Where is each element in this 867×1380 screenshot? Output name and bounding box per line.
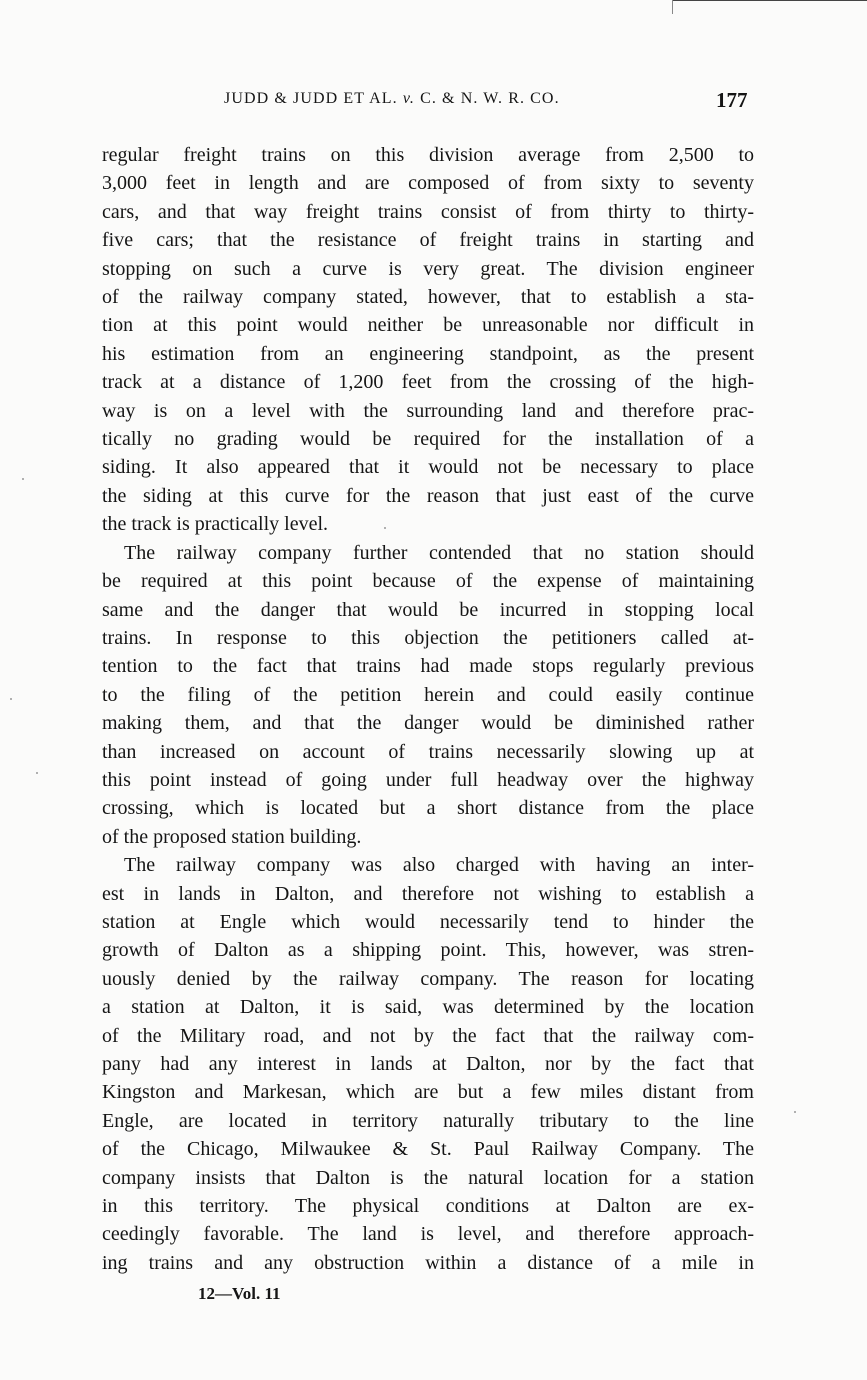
text-line: station at Engle which would necessarily tend to hinder the (102, 910, 754, 933)
text-line: ing trains and any obstruction within a distance of a mile in (102, 1251, 754, 1274)
paragraph-2 (102, 539, 754, 851)
text-line: of the Military road, and not by the fact that the railway com- (102, 1024, 754, 1047)
running-title-parties: JUDD & JUDD ET AL. (224, 90, 398, 107)
text-line: The railway company was also charged with having an inter- (124, 854, 754, 877)
text-line: in this territory. The physical conditions at Dalton are ex- (102, 1195, 754, 1218)
text-line: be required at this point because of the expense of maintaining (102, 570, 754, 593)
text-line: the track is practically level. (102, 513, 329, 536)
body-text (102, 141, 754, 1277)
text-line: stopping on such a curve is very great. The division engineer (102, 257, 754, 280)
paragraph-3 (102, 851, 754, 1277)
text-line: crossing, which is located but a short distance from the place (102, 797, 754, 820)
text-line: cars, and that way freight trains consist of from thirty to thirty- (102, 200, 754, 223)
text-line: uously denied by the railway company. The reason for locating (102, 967, 754, 990)
text-line: regular freight trains on this division average from 2,500 to (102, 144, 754, 166)
text-line: this point instead of going under full headway over the highway (102, 768, 754, 791)
text-line: pany had any interest in lands at Dalton, nor by the fact that (102, 1053, 754, 1075)
scan-speck (36, 772, 38, 774)
text-line: trains. In response to this objection the petitioners called at- (102, 626, 754, 649)
text-line: same and the danger that would be incurred in stopping local (102, 598, 754, 621)
running-head (0, 88, 867, 118)
text-line: his estimation from an engineering standpoint, as the present (102, 342, 754, 365)
text-line: than increased on account of trains necessarily slowing up at (102, 740, 754, 763)
text-line: tention to the fact that trains had made stops regularly previous (102, 655, 754, 678)
text-line: ceedingly favorable. The land is level, and therefore approach- (102, 1223, 754, 1246)
text-line: tically no grading would be required for the installation of a (102, 428, 754, 451)
text-line: Engle, are located in territory naturally tributary to the line (102, 1109, 754, 1132)
scan-speck (22, 478, 24, 480)
page-number: 177 (716, 88, 748, 112)
text-line: Kingston and Markesan, which are but a few miles distant from (102, 1081, 754, 1104)
text-line: track at a distance of 1,200 feet from the crossing of the high- (102, 371, 754, 394)
text-line: company insists that Dalton is the natural location for a station (102, 1166, 754, 1189)
text-line: tion at this point would neither be unreasonable nor difficult in (102, 314, 754, 337)
scan-speck (794, 1111, 796, 1113)
text-line: way is on a level with the surrounding land and therefore prac- (102, 399, 754, 422)
text-line: of the Chicago, Milwaukee & St. Paul Railway Company. The (102, 1138, 754, 1161)
text-line: siding. It also appeared that it would not be necessary to place (102, 456, 754, 479)
scan-speck (384, 527, 386, 529)
text-line: to the filing of the petition herein and could easily continue (102, 683, 754, 706)
signature-mark: 12—Vol. 11 (198, 1284, 281, 1303)
running-title-versus: v. (402, 90, 415, 107)
page-edge-tick (672, 0, 673, 14)
text-line: a station at Dalton, it is said, was determined by the location (102, 996, 754, 1019)
text-line: the siding at this curve for the reason that just east of the curve (102, 484, 754, 507)
text-line: making them, and that the danger would be diminished rather (102, 712, 754, 735)
text-line: 3,000 feet in length and are composed of from sixty to seventy (102, 172, 754, 195)
scan-speck (10, 698, 12, 700)
text-line: five cars; that the resistance of freight trains in starting and (102, 229, 754, 252)
text-line: of the proposed station building. (102, 825, 362, 848)
paragraph-1-continuation (102, 141, 754, 539)
running-title-defendant: C. & N. W. R. CO. (420, 90, 560, 107)
page-edge-line (672, 0, 867, 1)
text-line: The railway company further contended that no station should (124, 541, 754, 564)
running-title (224, 90, 560, 108)
text-line: est in lands in Dalton, and therefore not wishing to establish a (102, 882, 754, 905)
text-line: of the railway company stated, however, that to establish a sta- (102, 286, 754, 309)
text-line: growth of Dalton as a shipping point. This, however, was stren- (102, 939, 754, 962)
